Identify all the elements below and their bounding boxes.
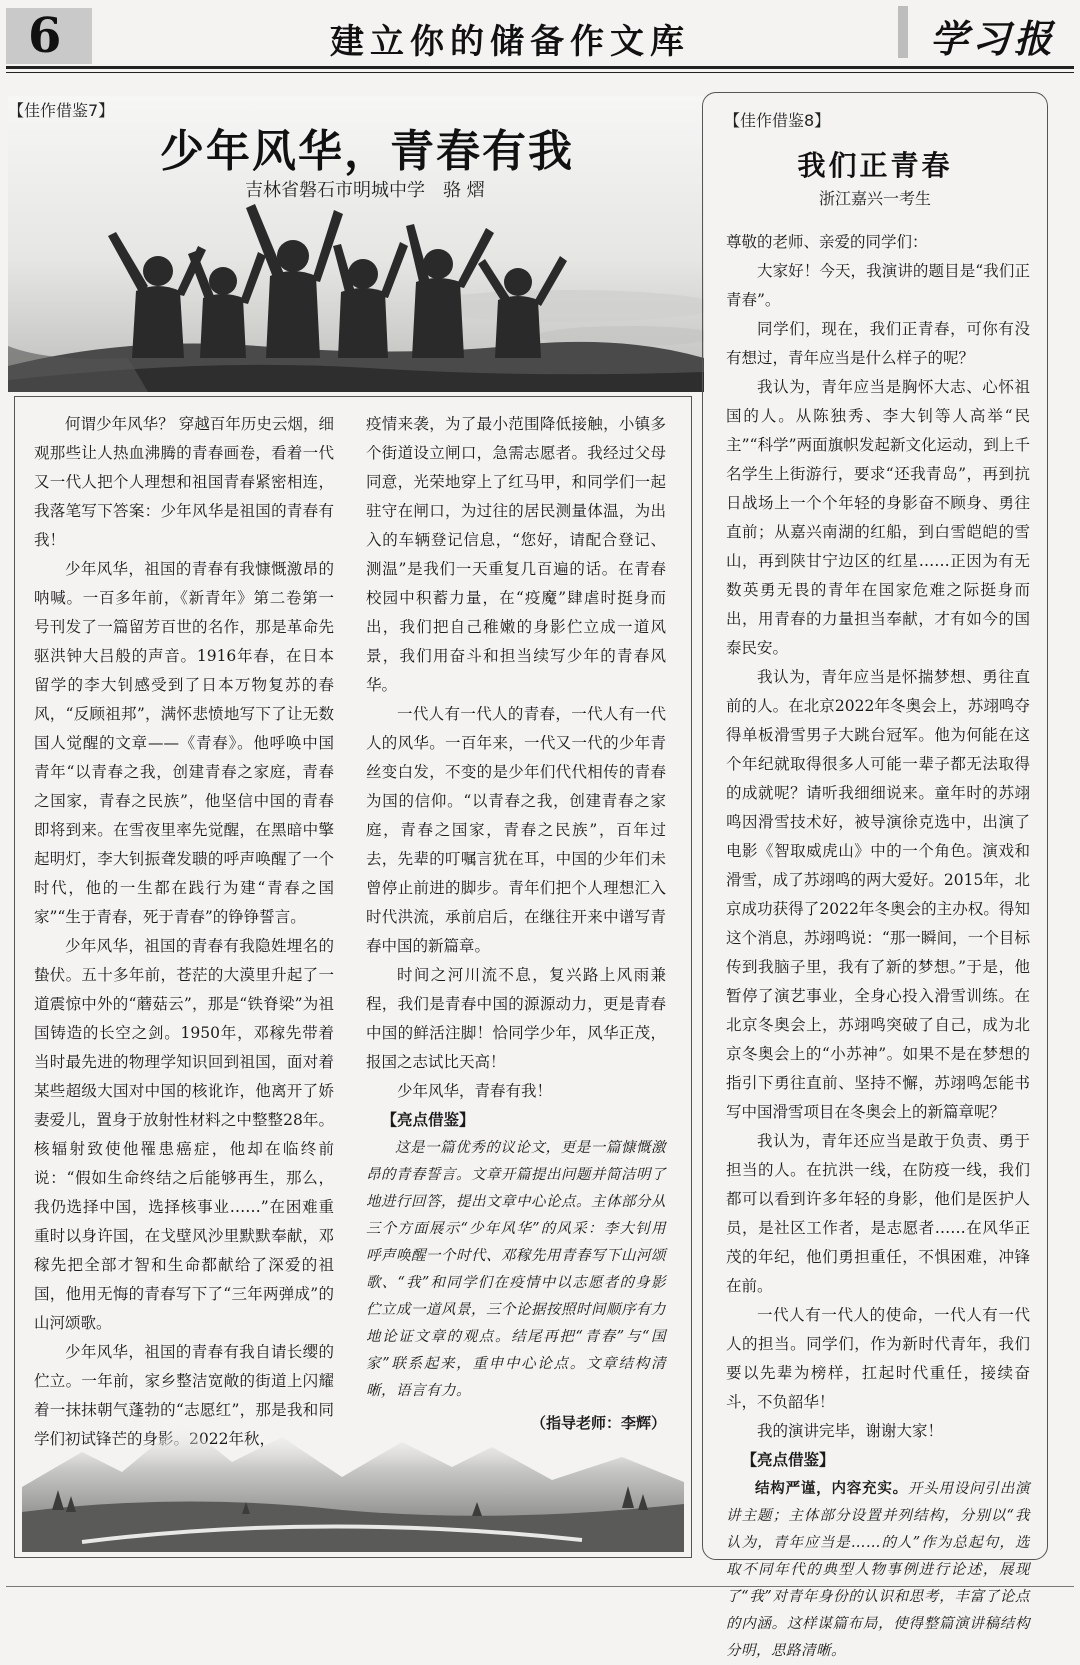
highlight-heading: 【亮点借鉴】 [381, 1111, 475, 1129]
highlight-comment: 这是一篇优秀的议论文，更是一篇慷慨激昂的青春誓言。文章开篇提出问题并简洁明了地进行回答，提出文章中心论点。主体部分从三个方面展示“少年风华”的风采：李大钊用呼声唤醒一个时代、邓稼先用青春写下山河颂歌、“我”和同学们在疫情中以志愿者的身影伫立成一道风景，三个论据按照时间顺序有力地论证文章的观点。结尾再把“青春”与“国家”联系起来，重申中心论点。文章结构清晰，语言有力。 [366, 1140, 666, 1399]
paragraph: 一代人有一代人的使命，一代人有一代人的担当。同学们，作为新时代青年，我们要以先辈为榜样，扛起时代重任，接续奋斗，不负韶华！ [726, 1306, 1030, 1411]
paragraph: 大家好！今天，我演讲的题目是“我们正青春”。 [726, 262, 1030, 309]
paragraph: 少年风华，祖国的青春有我慷慨激昂的呐喊。一百多年前，《新青年》第二卷第一号刊发了一篇留芳百世的名作，那是革命先驱洪钟大吕般的声音。1916年春，在日本留学的李大钊感受到了日本万物复苏的春风，“反顾祖邦”，满怀悲愤地写下了让无数国人觉醒的文章——《青春》。他呼唤中国青年“以青春之我，创建青春之家庭，青春之国家，青春之民族”，他坚信中国的青春即将到来。在雪夜里率先觉醒，在黑暗中擎起明灯，李大钊振聋发聩的呼声唤醒了一个时代，他的一生都在践行为建“青春之国家”“生于青春，死于青春”的铮铮誓言。 [34, 560, 334, 926]
right-article-title: 我们正青春 [797, 149, 953, 182]
right-article-body [726, 228, 1030, 1665]
paragraph: 一代人有一代人的青春，一代人有一代人的风华。一百年来，一代又一代的少年青丝变白发，不变的是少年们代代相传的青春为国的信仰。“以青春之我，创建青春之家庭，青春之国家，青春之民族”，百年过去，先辈的叮嘱言犹在耳，中国的少年们未曾停止前进的脚步。青年们把个人理想汇入时代洪流，承前启后，在继往开来中谱写青春中国的新篇章。 [366, 705, 666, 955]
paragraph: 何谓少年风华？ 穿越百年历史云烟，细观那些让人热血沸腾的青春画卷，看着一代又一代人把个人理想和祖国青春紧密相连，我落笔写下答案：少年风华是祖国的青春有我！ [34, 415, 334, 549]
left-article-title: 少年风华，青春有我 [160, 126, 574, 177]
highlight-heading: 【亮点借鉴】 [741, 1451, 835, 1469]
paragraph: 我认为，青年还应当是敢于负责、勇于担当的人。在抗洪一线，在防疫一线，我们都可以看到许多年轻的身影，他们是医护人员，是社区工作者，是志愿者……在风华正茂的年纪，他们勇担重任，不惧困难，冲锋在前。 [726, 1132, 1030, 1295]
page-number: 6 [28, 8, 62, 64]
header-rule-thin [6, 72, 1074, 73]
left-article-tag: 【佳作借鉴7】 [8, 101, 115, 120]
highlight-lead: 结构严谨，内容充实。 [755, 1480, 908, 1497]
paragraph: 我认为，青年应当是怀揣梦想、勇往直前的人。在北京2022年冬奥会上，苏翊鸣夺得单板滑雪男子大跳台冠军。他为何能在这个年纪就取得很多人可能一辈子都无法取得的成就呢？请听我细细说来。童年时的苏翊鸣因滑雪技术好，被导演徐克选中，出演了电影《智取威虎山》中的一个角色。演戏和滑雪，成了苏翊鸣的两大爱好。2015年，北京成功获得了2022年冬奥会的主办权。得知这个消息，苏翊鸣说：“那一瞬间，一个目标传到我脑子里，我有了新的梦想。”于是，他暂停了演艺事业，全身心投入滑雪训练。在北京冬奥会上，苏翊鸣突破了自己，成为北京冬奥会上的“小苏神”。如果不是在梦想的指引下勇往直前、坚持不懈，苏翊鸣怎能书写中国滑雪项目在冬奥会上的新篇章呢？ [726, 668, 1030, 1121]
right-article-byline: 浙江嘉兴一考生 [818, 189, 931, 208]
logo-divider [898, 6, 908, 58]
paragraph: 少年风华，祖国的青春有我自请长缨的伫立。一年前，家乡整洁宽敞的街道上闪耀着一抹抹朝气蓬勃的“志愿红”，那是我和同学们初试锋芒的身影。2022年秋， [34, 1343, 334, 1448]
paragraph: 我认为，青年应当是胸怀大志、心怀祖国的人。从陈独秀、李大钊等人高举“民主”“科学”两面旗帜发起新文化运动，到上千名学生上街游行，要求“还我青岛”，再到抗日战场上一个个年轻的身影奋不顾身、勇往直前；从嘉兴南湖的红船，到白雪皑皑的雪山，再到陕甘宁边区的红星……正因为有无数英勇无畏的青年在国家危难之际挺身而出，用青春的力量担当奉献，才有如今的国泰民安。 [726, 378, 1030, 657]
paragraph: 少年风华，祖国的青春有我隐姓埋名的蛰伏。五十多年前，苍茫的大漠里升起了一道震惊中外的“蘑菇云”，那是“铁脊梁”为祖国铸造的长空之剑。1950年，邓稼先带着当时最先进的物理学知识回到祖国，面对着某些超级大国对中国的核讹诈，他离开了娇妻爱儿，置身于放射性材料之中整整28年。核辐射致使他罹患癌症，他却在临终前说：“假如生命终结之后能够再生，那么，我仍选择中国，选择核事业……”在困难重重时以身许国，在戈壁风沙里默默奉献，邓稼先把全部才智和生命都献给了深爱的祖国，他用无悔的青春写下了“三年两弹成”的山河颂歌。 [34, 937, 334, 1332]
left-article-column-1 [34, 410, 334, 1454]
paragraph: 我的演讲完毕，谢谢大家！ [757, 1422, 944, 1440]
newspaper-logo: 学习报 [930, 16, 1057, 61]
left-article-column-2 [366, 410, 666, 1438]
right-article-tag: 【佳作借鉴8】 [724, 111, 831, 130]
header-rule [6, 66, 1074, 69]
highlight-comment [726, 1475, 1030, 1665]
highlight-text: 开头用设问引出演讲主题；主体部分设置并列结构，分别以“我认为，青年应当是……的人”作为总起句，选取不同年代的典型人物事例进行论述，展现了“我”对青年身份的认识和思考，丰富了论点的内涵。这样谋篇布局，使得整篇演讲稿结构分明，思路清晰。 [726, 1481, 1031, 1659]
teacher-credit: （指导老师：李辉） [530, 1414, 666, 1432]
page-header [0, 0, 1080, 70]
paragraph: 同学们，现在，我们正青春，可你有没有想过，青年应当是什么样子的呢？ [726, 320, 1030, 367]
left-article-byline: 吉林省磐石市明城中学 骆 熠 [245, 180, 485, 201]
section-title: 建立你的储备作文库 [330, 22, 690, 62]
salutation: 尊敬的老师、亲爱的同学们： [726, 233, 928, 251]
mountain-landscape-illustration [22, 1392, 684, 1552]
paragraph: 疫情来袭，为了最小范围降低接触，小镇多个街道设立闸口，急需志愿者。我经过父母同意，光荣地穿上了红马甲，和同学们一起驻守在闸口，为过往的居民测量体温，为出入的车辆登记信息，“您好，请配合登记、测温”是我们一天重复几百遍的话。在青春校园中积蓄力量，在“疫魔”肆虐时挺身而出，我们把自己稚嫩的身影伫立成一道风景，我们用奋斗和担当续写少年的青春风华。 [366, 415, 666, 694]
footer-rule [6, 1586, 1074, 1587]
paragraph: 少年风华，青春有我！ [397, 1082, 553, 1100]
paragraph: 时间之河川流不息，复兴路上风雨兼程，我们是青春中国的源源动力，更是青春中国的鲜活注脚！恰同学少年，风华正茂，报国之志试比天高！ [366, 966, 666, 1071]
